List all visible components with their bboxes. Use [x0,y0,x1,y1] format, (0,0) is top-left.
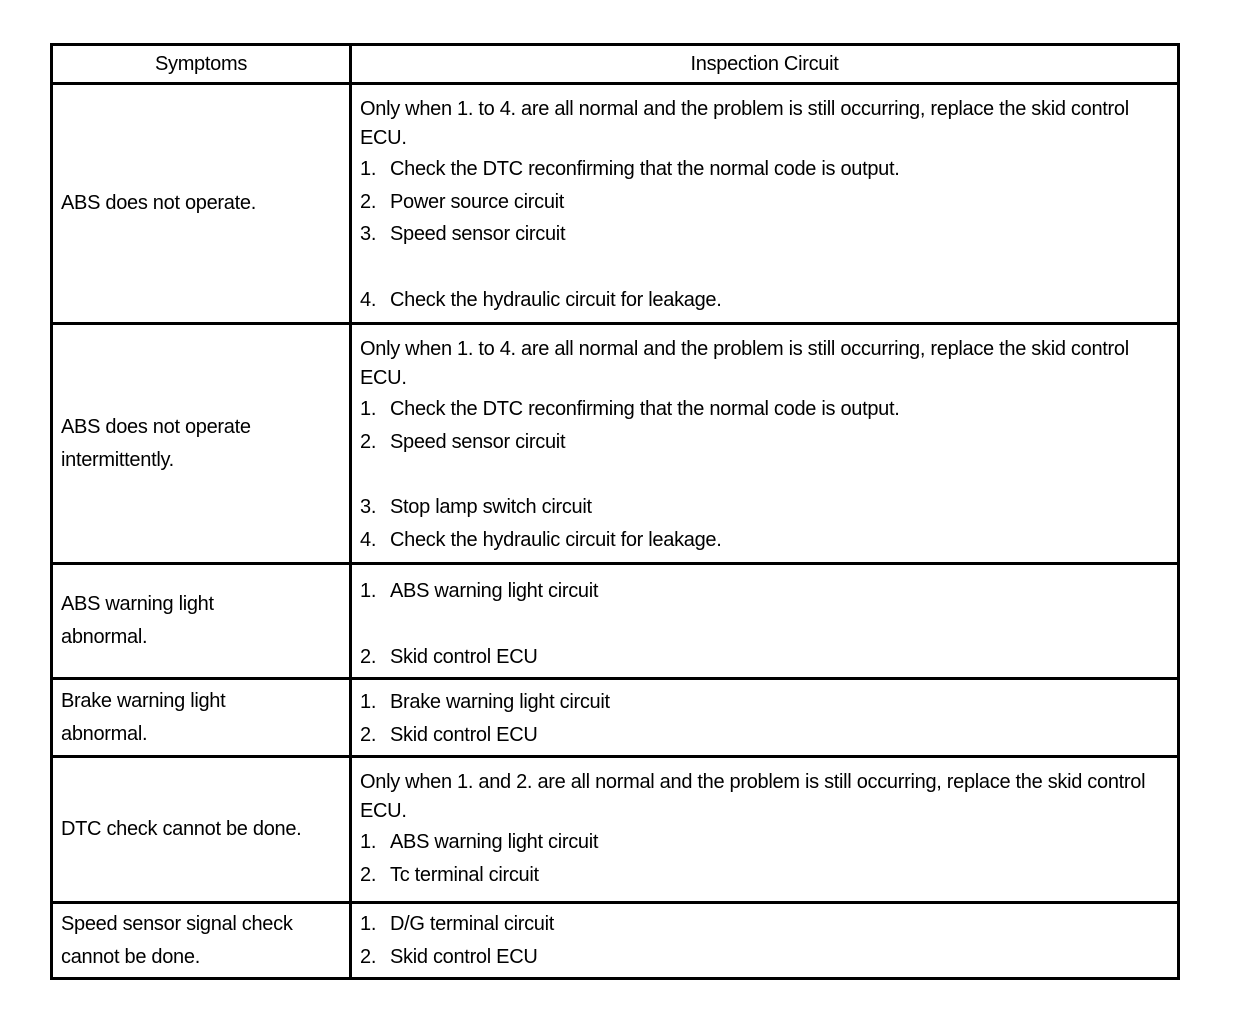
item-text: Stop lamp switch circuit [390,496,592,518]
symptom-text: ABS warning light abnormal. [61,593,214,648]
inspection-cell [351,84,1179,324]
item-number: 2. [360,430,377,453]
item-text: Skid control ECU [390,645,538,668]
list-item [360,686,1169,719]
list-item [360,153,1169,186]
item-number: 1. [360,831,377,853]
list-item [360,826,1169,859]
inspection-cell [351,324,1179,564]
table-row [52,903,1179,979]
list-item [360,641,1169,674]
symptom-cell [52,903,351,979]
item-number: 1. [360,158,377,180]
item-number: 3. [360,223,377,245]
header-symptoms: Symptoms [52,45,351,84]
symptom-cell [52,324,351,564]
item-number: 4. [360,528,377,551]
symptom-text: Brake warning light abnormal. [61,689,226,745]
list-item [360,426,1169,459]
inspection-intro: Only when 1. to 4. are all normal and the problem is still occurring, replace the skid control ECU. [360,98,1129,149]
symptom-text: ABS does not operate. [61,192,256,214]
list-item [360,393,1169,426]
symptom-text: DTC check cannot be done. [61,818,302,840]
list-item [360,491,1169,524]
header-inspection-circuit: Inspection Circuit [351,45,1179,84]
symptom-text: ABS does not operate intermittently. [61,415,251,471]
table-row [52,324,1179,564]
item-text: Skid control ECU [390,723,538,746]
symptom-cell [52,757,351,903]
list-item [360,575,1169,608]
symptom-cell [52,564,351,679]
symptom-text: Speed sensor signal check cannot be done. [61,912,293,968]
item-text: D/G terminal circuit [390,913,555,935]
item-number: 2. [360,645,377,668]
table-row [52,679,1179,757]
inspection-intro: Only when 1. and 2. are all normal and the problem is still occurring, replace the skid control ECU. [360,771,1146,822]
item-text: Check the hydraulic circuit for leakage. [390,288,722,311]
item-number: 3. [360,496,377,518]
list-item [360,218,1169,251]
item-text: Check the hydraulic circuit for leakage. [390,528,722,551]
item-text: Check the DTC reconfirming that the normal code is output. [390,158,900,180]
item-text: Skid control ECU [390,945,538,968]
item-number: 1. [360,913,377,935]
list-item [360,941,1169,974]
table-row [52,564,1179,679]
item-text: Speed sensor circuit [390,430,566,453]
item-number: 2. [360,723,377,746]
item-text: Speed sensor circuit [390,223,566,245]
item-text: ABS warning light circuit [390,831,599,853]
inspection-cell [351,757,1179,903]
item-number: 1. [360,580,377,602]
inspection-cell [351,564,1179,679]
item-number: 2. [360,190,377,213]
item-number: 1. [360,691,377,713]
table-row [52,84,1179,324]
item-text: Check the DTC reconfirming that the normal code is output. [390,398,900,420]
list-item [360,186,1169,219]
item-number: 2. [360,863,377,886]
list-item [360,524,1169,557]
list-item [360,859,1169,892]
inspection-cell [351,903,1179,979]
item-number: 2. [360,945,377,968]
item-number: 4. [360,288,377,311]
inspection-table [50,43,1180,980]
item-text: Power source circuit [390,190,565,213]
list-item [360,284,1169,317]
inspection-intro: Only when 1. to 4. are all normal and the problem is still occurring, replace the skid control ECU. [360,338,1129,389]
item-text: Brake warning light circuit [390,691,610,713]
symptom-cell [52,679,351,757]
header-row [52,45,1179,84]
table-row [52,757,1179,903]
item-text: ABS warning light circuit [390,580,599,602]
list-item [360,719,1169,752]
list-item [360,908,1169,941]
symptom-cell [52,84,351,324]
item-number: 1. [360,398,377,420]
inspection-cell [351,679,1179,757]
item-text: Tc terminal circuit [390,863,539,886]
